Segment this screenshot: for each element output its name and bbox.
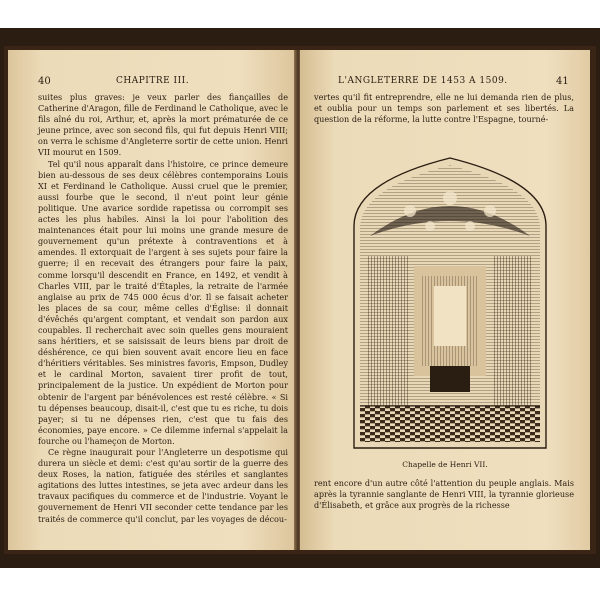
right-page	[300, 50, 590, 550]
illustration-caption: Chapelle de Henri VII.	[402, 460, 488, 469]
right-bottom-text	[314, 478, 574, 511]
paragraph: Tel qu'il nous apparaît dans l'histoire, ce prince demeure bien au-dessous de ses deux célèbres contemporains Louis XI et Ferdinand le Catholique. Aussi cruel que le premier, aussi fourbe que le second, il n'eut point leur génie politique. Une avarice sordide rapetissa ou corrompit ses actes les plus habiles. Ainsi la loi pour l'abolition des maintenances était pour lui moins une grande mesure de gouvernement qu'un prétexte à contraventions et à amendes. Il extorquait de l'argent à ses sujets pour faire la guerre; il en recevait des étrangers pour faire la paix, comme lorsqu'il descendit en France, en 1492, et vendit à Charles VIII, par le traité d'Étaples, la retraite de l'armée anglaise au prix de 745 000 écus d'or. Il se faisait acheter les places de sa cour, même celles d'Église: il donnait d'évêchés qu'argent comptant, et vendait son pardon aux coupables. Il recherchait avec soin quelles gens mouraient sans héritiers, et se saisissait de leurs biens par droit de déshérence, ce qui bien souvent avait encore lieu en face d'héritiers véritables. Ses ministres favoris, Empson, Dudley et le cardinal Morton, savaient tirer profit de tout, principalement de la justice. Un expédient de Morton pour obtenir de l'argent par bénévolences est resté célèbre. « Si tu dépenses beaucoup, disait-il, c'est que tu es riche, tu dois payer; si tu ne dépenses rien, c'est que tu fais des économies, paye encore. » Ce dilemme infernal s'appelait la fourche ou l'hameçon de Morton.	[38, 158, 288, 446]
open-book	[4, 46, 596, 554]
bottom-margin	[0, 568, 600, 600]
paragraph: rent encore d'un autre côté l'attention du peuple anglais. Mais après la tyrannie sanglante de Henri VIII, la tyrannie glorieuse d'Élisabeth, et grâce aux progrès de la richesse	[314, 478, 574, 511]
right-top-text	[314, 92, 574, 125]
left-body-text	[38, 92, 288, 525]
chapel-engraving	[350, 156, 550, 452]
left-page	[8, 50, 297, 550]
left-running-head: CHAPITRE III.	[116, 76, 190, 86]
right-running-head: L'ANGLETERRE DE 1453 A 1509.	[338, 76, 508, 86]
left-page-number: 40	[38, 76, 51, 87]
paragraph: vertes qu'il fit entreprendre, elle ne lui demanda rien de plus, et oublia pour un temps son parlement et ses libertés. La question de la réforme, la lutte contre l'Espagne, tourné-	[314, 92, 574, 125]
right-page-number: 41	[556, 76, 569, 87]
paragraph: Ce règne inaugurait pour l'Angleterre un despotisme qui durera un siècle et demi: c'est qu'au sortir de la guerre des deux Roses, la nation, fatiguée des stériles et sanglantes agitations des luttes intestines, se jeta avec ardeur dans les travaux pacifiques du commerce et de l'industrie. Voyant le gouvernement de Henri VII seconder cette tendance par les traités de commerce qu'il conclut, par les voyages de décou-	[38, 447, 288, 524]
paragraph: suites plus graves: je veux parler des fiançailles de Catherine d'Aragon, fille de Ferdinand le Catholique, avec le fils aîné du roi, Arthur, et, après la mort prématurée de ce jeune prince, avec son second fils, qui fut depuis Henri VIII; on verra le schisme d'Angleterre sortir de cette union. Henri VII mourut en 1509.	[38, 92, 288, 158]
